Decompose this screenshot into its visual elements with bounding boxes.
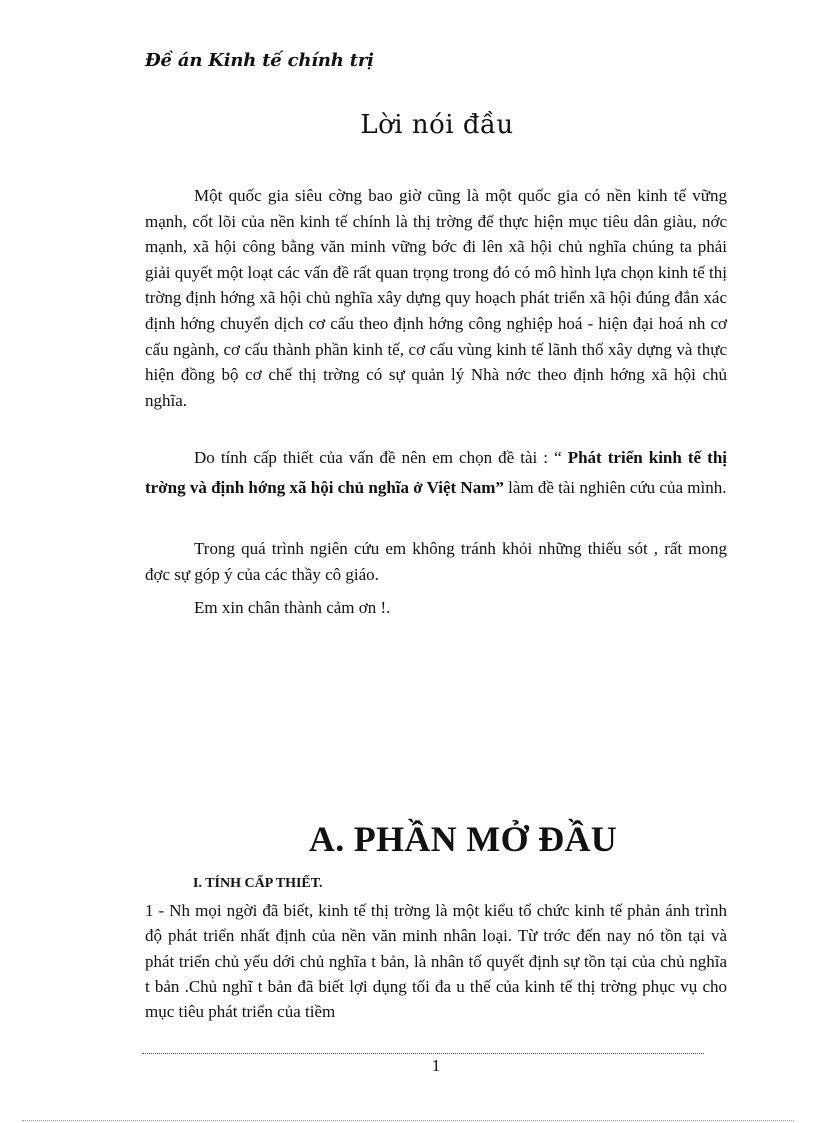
running-header: Đề án Kinh tế chính trị	[145, 50, 374, 71]
page-number: 1	[431, 1056, 441, 1075]
closing-quote: ”	[495, 478, 504, 497]
paragraph-text: Em xin chân thành cảm ơn !.	[194, 598, 391, 617]
topic-title: Phát triển kinh tế thị trờng và định hớng xã hội chủ nghĩa ở Việt Nam	[145, 448, 727, 497]
paragraph-outro: làm đề tài nghiên cứu của mình.	[508, 478, 727, 497]
foreword-paragraph-3	[145, 536, 727, 587]
paragraph-text: Trong quá trình ngiên cứu em không tránh khỏi những thiếu sót , rất mong đợc sự góp ý của các thầy cô giáo.	[145, 539, 727, 584]
paragraph-text: 1 - Nh mọi ngời đã biết, kinh tế thị trờng là một kiểu tổ chức kinh tế phản ánh trình độ phát triển nhất định của nền văn minh nhân loại. Từ trớc đến nay nó tồn tại và phát triển chủ yếu dới chủ nghĩa t bản, là nhân tố quyết định sự tồn tại của chủ nghĩa t bản .Chủ nghĩ t bản đã biết lợi dụng tối đa u thế của kinh tế thị trờng phục vụ cho mục tiêu phát triển của tiềm	[145, 901, 727, 1022]
paragraph-intro: Do tính cấp thiết của vấn đề nên em chọn đề tài : “	[194, 448, 562, 467]
paragraph-text: Một quốc gia siêu cờng bao giờ cũng là một quốc gia có nền kinh tế vững mạnh, cốt lõi của nền kinh tế chính là thị trờng để thực hiện mục tiêu dân giàu, nớc mạnh, xã hội công bằng văn minh vững bớc đi lên xã hội chủ nghĩa chúng ta phải giải quyết một loạt các vấn đề rất quan trọng trong đó có mô hình lựa chọn kinh tế thị trờng định hớng xã hội chủ nghĩa xây dựng quy hoạch phát triển xã hội đúng đắn xác định hớng chuyển dịch cơ cấu theo định hớng công nghiệp hoá - hiện đại hoá nh cơ cấu ngành, cơ cấu thành phần kinh tế, cơ cấu vùng kinh tế lãnh thổ xây dựng và thực hiện đồng bộ cơ chế thị trờng có sự quản lý Nhà nớc theo định hớng xã hội chủ nghĩa.	[145, 186, 727, 410]
foreword-paragraph-1	[145, 183, 727, 413]
section-heading: A. PHẦN MỞ ĐẦU	[308, 819, 618, 859]
section-paragraph-1	[145, 898, 727, 1024]
thanks-line	[145, 595, 727, 621]
page-edge-divider	[22, 1120, 794, 1121]
subsection-heading: I. TÍNH CẤP THIẾT.	[193, 876, 323, 891]
footer-divider	[142, 1053, 704, 1054]
foreword-paragraph-2	[145, 443, 727, 503]
paragraph-text	[145, 443, 727, 503]
foreword-title: Lời nói đầu	[360, 110, 514, 140]
